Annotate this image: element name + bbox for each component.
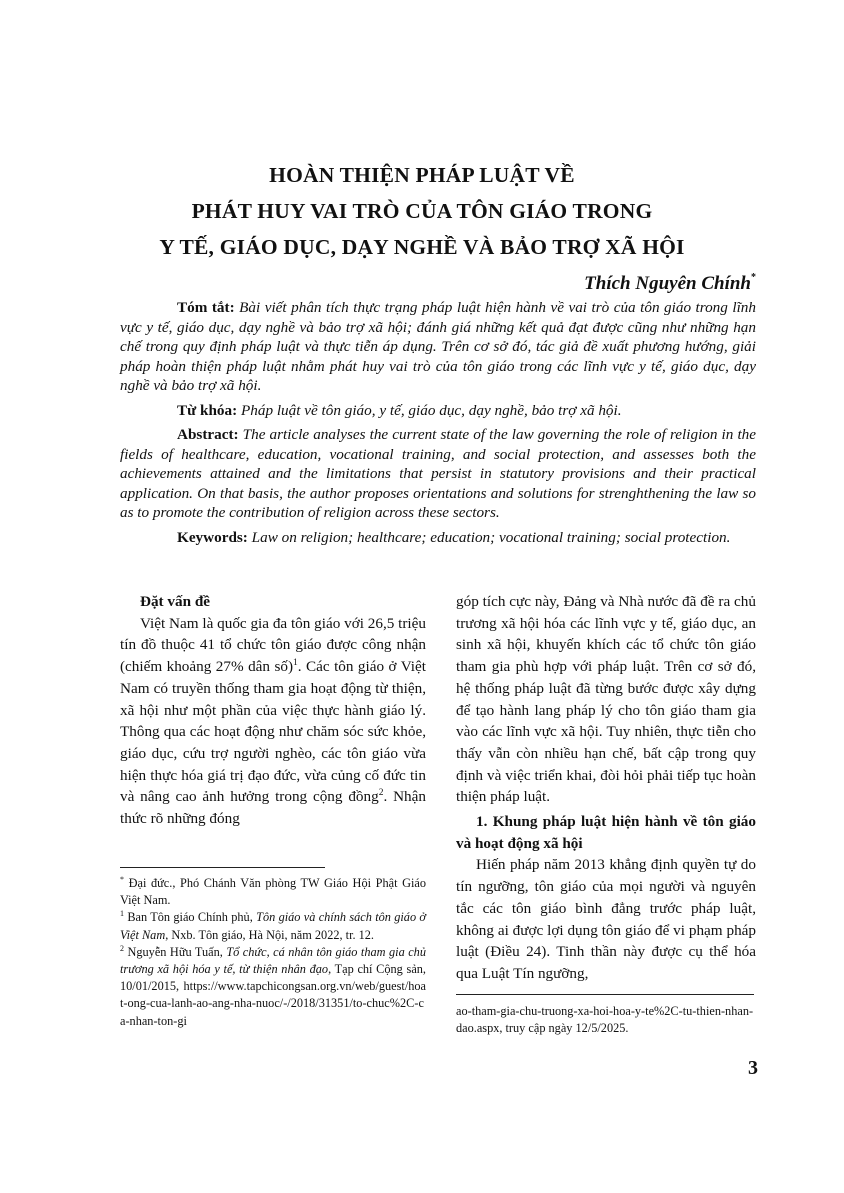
footnote-2-text-b[interactable]: , Tạp chí Cộng sản, 10/01/2015, https://www.tapchicongsan.org.vn/web/guest/hoat-ong-cua-lanh-ao-ang-nha-nuoc/-/2018/31351/to-chuc%2C-ca-nhan-ton-gi — [120, 962, 426, 1028]
intro-text-b: . Các tôn giáo ở Việt Nam có truyền thống tham gia hoạt động từ thiện, xã hội như một phần của việc thực hành giáo lý. Thông qua các hoạt động như chăm sóc sức khỏe, giáo dục, cứu trợ người nghèo, các tôn giáo vừa hiện thực hóa giá trị đạo đức, vừa củng cố đức tin và nâng cao ảnh hưởng trong cộng đồng — [120, 658, 426, 806]
keywords-vi — [120, 401, 756, 421]
footnote-divider-right — [456, 994, 754, 995]
author-footnote-mark: * — [751, 272, 756, 283]
footnote-divider — [120, 867, 325, 868]
footnote-1-mark: 1 — [120, 909, 124, 919]
intro-heading: Đặt vấn đề — [140, 593, 211, 610]
tukhoa-label: Từ khóa: — [177, 401, 238, 419]
keywords-text: Law on religion; healthcare; education; vocational training; social protection. — [251, 528, 731, 546]
section-1-heading: 1. Khung pháp luật hiện hành về tôn giáo và hoạt động xã hội — [456, 813, 756, 852]
abstract-label: Abstract: — [177, 426, 239, 443]
section-1-paragraph-1: Hiến pháp năm 2013 khẳng định quyền tự do tín ngưỡng, tôn giáo của mọi người và nguyên tắc các tôn giáo bình đẳng trước pháp luật, không ai được lợi dụng tôn giáo để vi phạm pháp luật (Điều 24). Tinh thần này được cụ thể hóa qua Luật Tín ngưỡng, — [456, 856, 756, 982]
keywords-en — [120, 528, 756, 548]
tukhoa-text: Pháp luật về tôn giáo, y tế, giáo dục, dạy nghề, bảo trợ xã hội. — [240, 401, 622, 419]
summary-text: Bài viết phân tích thực trạng pháp luật hiện hành về vai trò của tôn giáo trong lĩnh vực y tế, giáo dục, dạy nghề và bảo trợ xã hội; đánh giá những kết quả đạt được cũng như những hạn chế trong quy định pháp luật và thực tiễn áp dụng. Trên cơ sở đó, tác giả đề xuất phương hướng, giải pháp hoàn thiện pháp luật nhằm phát huy vai trò của tôn giáo trong các lĩnh vực y tế, giáo dục, dạy nghề và bảo trợ xã hội. — [120, 299, 756, 394]
footnote-2-title: Tổ chức, cá nhân tôn giáo tham gia chủ trương xã hội hóa y tế, từ thiện nhân đạo — [120, 944, 426, 977]
footnotes-left — [120, 875, 426, 1030]
title-line-2: PHÁT HUY VAI TRÒ CỦA TÔN GIÁO TRONG — [191, 199, 653, 223]
footnote-2-text-a: Nguyễn Hữu Tuấn, — [127, 944, 227, 959]
summary-label: Tóm tắt: — [177, 299, 235, 316]
footnote-ref-2[interactable]: 2 — [378, 788, 384, 799]
summary-vi — [120, 298, 756, 396]
footnote-1-text-b: , Nxb. Tôn giáo, Hà Nội, năm 2022, tr. 12. — [165, 927, 375, 942]
author-name: Thích Nguyên Chính — [584, 273, 751, 294]
footnote-2-continued[interactable]: ao-tham-gia-chu-truong-xa-hoi-hoa-y-te%2C-tu-thien-nhan-dao.aspx, truy cập ngày 12/5/2025. — [456, 1004, 754, 1036]
abstract-text: The article analyses the current state of the law governing the role of religion in the fields of healthcare, education, vocational training, and social protection, and assesses both the achievements attained and the limitations that persist in statutory provisions and their practical application. On that basis, the author proposes orientations and solutions for strenghthening the law so as to promote the contribution of religion across these sectors. — [120, 426, 756, 521]
right-paragraph-1: góp tích cực này, Đảng và Nhà nước đã đề ra chủ trương xã hội hóa các lĩnh vực y tế, giáo dục, an sinh xã hội, khuyến khích các tổ chức tôn giáo tham gia phù hợp với pháp luật. Trên cơ sở đó, hệ thống pháp luật đã từng bước được xây dựng để tạo hành lang pháp lý cho tôn giáo tham gia vào các lĩnh vực xã hội. Tuy nhiên, thực tiễn cho thấy vẫn còn nhiều hạn chế, bất cập trong quy định và việc triển khai, đòi hỏi phải tiếp tục hoàn thiện pháp luật. — [456, 593, 756, 806]
left-column — [120, 591, 426, 830]
page-number: 3 — [748, 1057, 758, 1079]
article-title — [90, 157, 754, 265]
intro-paragraph — [120, 613, 426, 830]
keywords-label: Keywords: — [177, 528, 248, 546]
footnote-ref-1[interactable]: 1 — [293, 658, 298, 669]
title-line-1: HOÀN THIỆN PHÁP LUẬT VỀ — [269, 163, 575, 187]
right-column — [456, 591, 756, 985]
intro-text-a: Việt Nam là quốc gia đa tôn giáo với 26,5 triệu tín đồ thuộc 41 tổ chức tôn giáo được công nhận (chiếm khoảng 27% dân số) — [120, 614, 426, 676]
author-byline — [584, 272, 756, 295]
title-line-3: Y TẾ, GIÁO DỤC, DẠY NGHỀ VÀ BẢO TRỢ XÃ HỘI — [159, 235, 685, 259]
footnote-1-text-a: Ban Tôn giáo Chính phủ, — [127, 910, 257, 925]
abstract-en — [120, 425, 756, 523]
footnote-author — [120, 875, 426, 909]
footnote-1-title: Tôn giáo và chính sách tôn giáo ở Việt Nam — [120, 910, 426, 942]
footnote-1 — [120, 909, 426, 943]
footnote-star-mark: * — [120, 875, 124, 884]
footnote-star-text: Đại đức., Phó Chánh Văn phòng TW Giáo Hội Phật Giáo Việt Nam. — [120, 876, 427, 908]
footnote-2-mark: 2 — [120, 943, 124, 953]
footnotes-right — [456, 1003, 756, 1037]
abstract-block — [120, 298, 756, 552]
footnote-2 — [120, 944, 426, 1030]
intro-text-c: . Nhận thức rõ những đóng — [120, 788, 426, 828]
